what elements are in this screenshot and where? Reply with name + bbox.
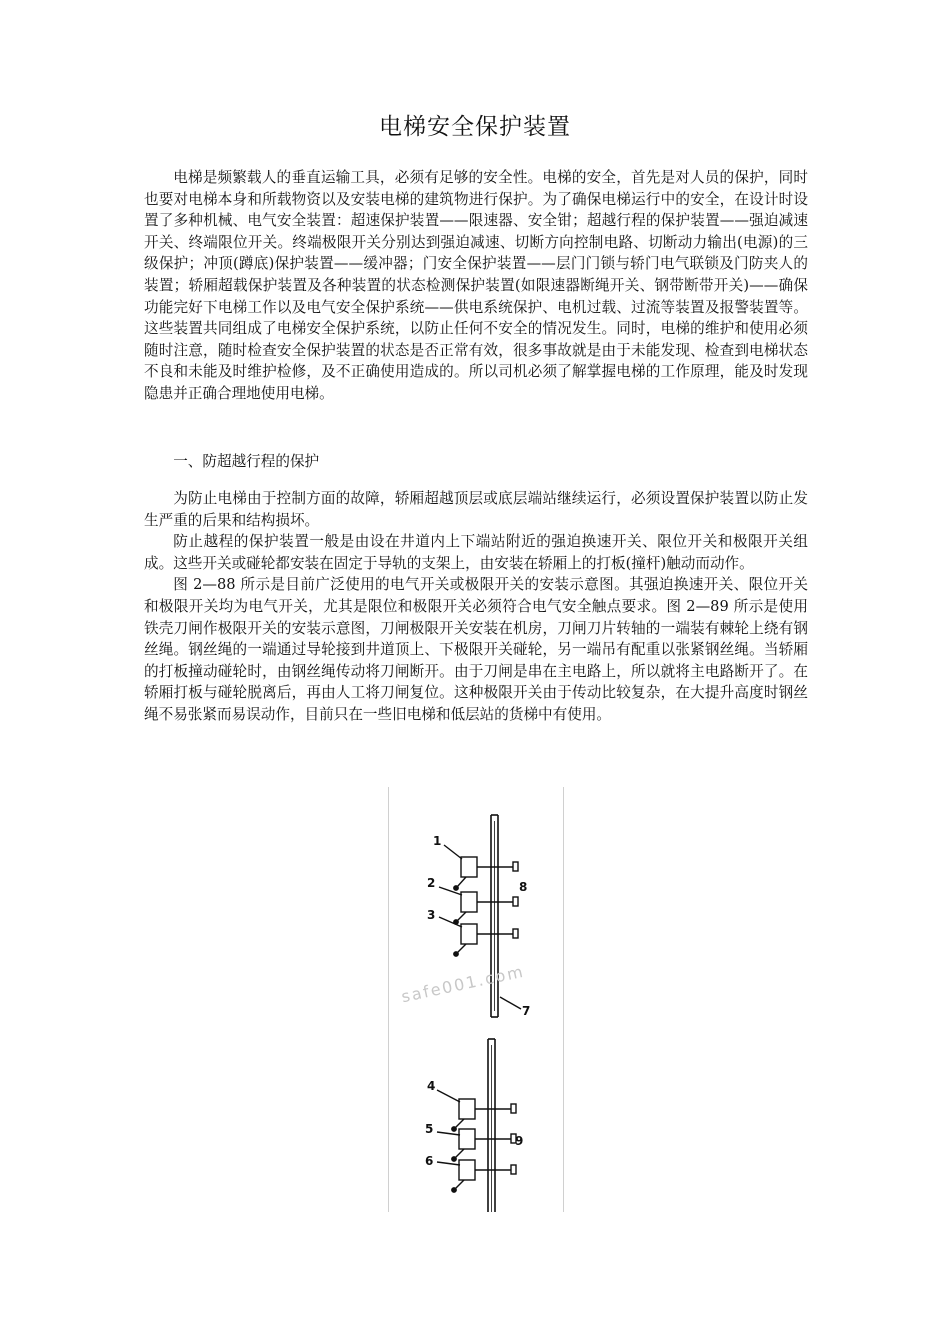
label-2: 2 [427,876,436,890]
lower-guide-rail [488,1039,495,1212]
section-paragraph: 防止越程的保护装置一般是由设在井道内上下端站附近的强迫换速开关、限位开关和极限开关组成。这些开关或碰轮都安装在固定于导轨的支架上，由安装在轿厢上的打板(撞杆)触动而动作。 [144,533,808,572]
section-heading: 一、防超越行程的保护 [173,453,320,470]
intro-paragraph: 电梯是频繁载人的垂直运输工具，必须有足够的安全性。电梯的安全，首先是对人员的保护，同时也要对电梯本身和所载物资以及安装电梯的建筑物进行保护。为了确保电梯运行中的安全，在设计时设置了多种机械、电气安全装置：超速保护装置——限速器、安全钳；超越行程的保护装置——强迫减速开关、终端限位开关。终端极限开关分别达到强迫减速、切断方向控制电路、切断动力输出(电源)的三级保护；冲顶(蹲底)保护装置——缓冲器；门安全保护装置——层门门锁与轿门电气联锁及门防夹人的装置；轿厢超载保护装置及各种装置的状态检测保护装置(如限速器断绳开关、钢带断带开关)——确保功能完好下电梯工作以及电气安全保护系统——供电系统保护、电机过载、过流等装置及报警装置等。这些装置共同组成了电梯安全保护系统，以防止任何不安全的情况发生。同时，电梯的维护和使用必须随时注意，随时检查安全保护装置的状态是否正常有效，很多事故就是由于未能发现、检查到电梯状态不良和未能及时维护检修，及不正确使用造成的。所以司机必须了解掌握电梯的工作原理，能及时发现隐患并正确合理地使用电梯。 [144,169,808,402]
label-5: 5 [425,1122,434,1136]
limit-switch-diagram [388,787,564,1212]
section-body [144,488,808,726]
lower-switch-group [437,1090,516,1192]
label-7: 7 [522,1004,531,1018]
section-paragraph: 为防止电梯由于控制方面的故障，轿厢超越顶层或底层端站继续运行，必须设置保护装置以防止发生严重的后果和结构损坏。 [144,490,808,529]
page-title: 电梯安全保护装置 [379,114,571,140]
label-8: 8 [519,880,528,894]
label-6: 6 [425,1154,434,1168]
diagram-svg [389,787,563,1212]
label-1: 1 [433,834,442,848]
label-3: 3 [427,908,436,922]
label-9: 9 [515,1134,524,1148]
intro-section [144,167,808,405]
label-4: 4 [427,1079,436,1093]
section-paragraph: 图 2—88 所示是目前广泛使用的电气开关或极限开关的安装示意图。其强迫换速开关、限位开关和极限开关均为电气开关，尤其是限位和极限开关必须符合电气安全触点要求。图 2—89 所示是使用铁壳刀闸作极限开关的安装示意图，刀闸极限开关安装在机房，刀闸刀片转轴的一端装有棘轮上绕有钢丝绳。钢丝绳的一端通过导轮接到井道顶上、下极限开关碰轮，另一端吊有配重以张紧钢丝绳。当轿厢的打板撞动碰轮时，由钢丝绳传动将刀闸断开。由于刀闸是串在主电路上，所以就将主电路断开了。在轿厢打板与碰轮脱离后，再由人工将刀闸复位。这种极限开关由于传动比较复杂，在大提升高度时钢丝绳不易张紧而易误动作，目前只在一些旧电梯和低层站的货梯中有使用。 [144,576,808,723]
section-heading-container [144,451,808,473]
watermark: safe001.com [399,961,527,1007]
